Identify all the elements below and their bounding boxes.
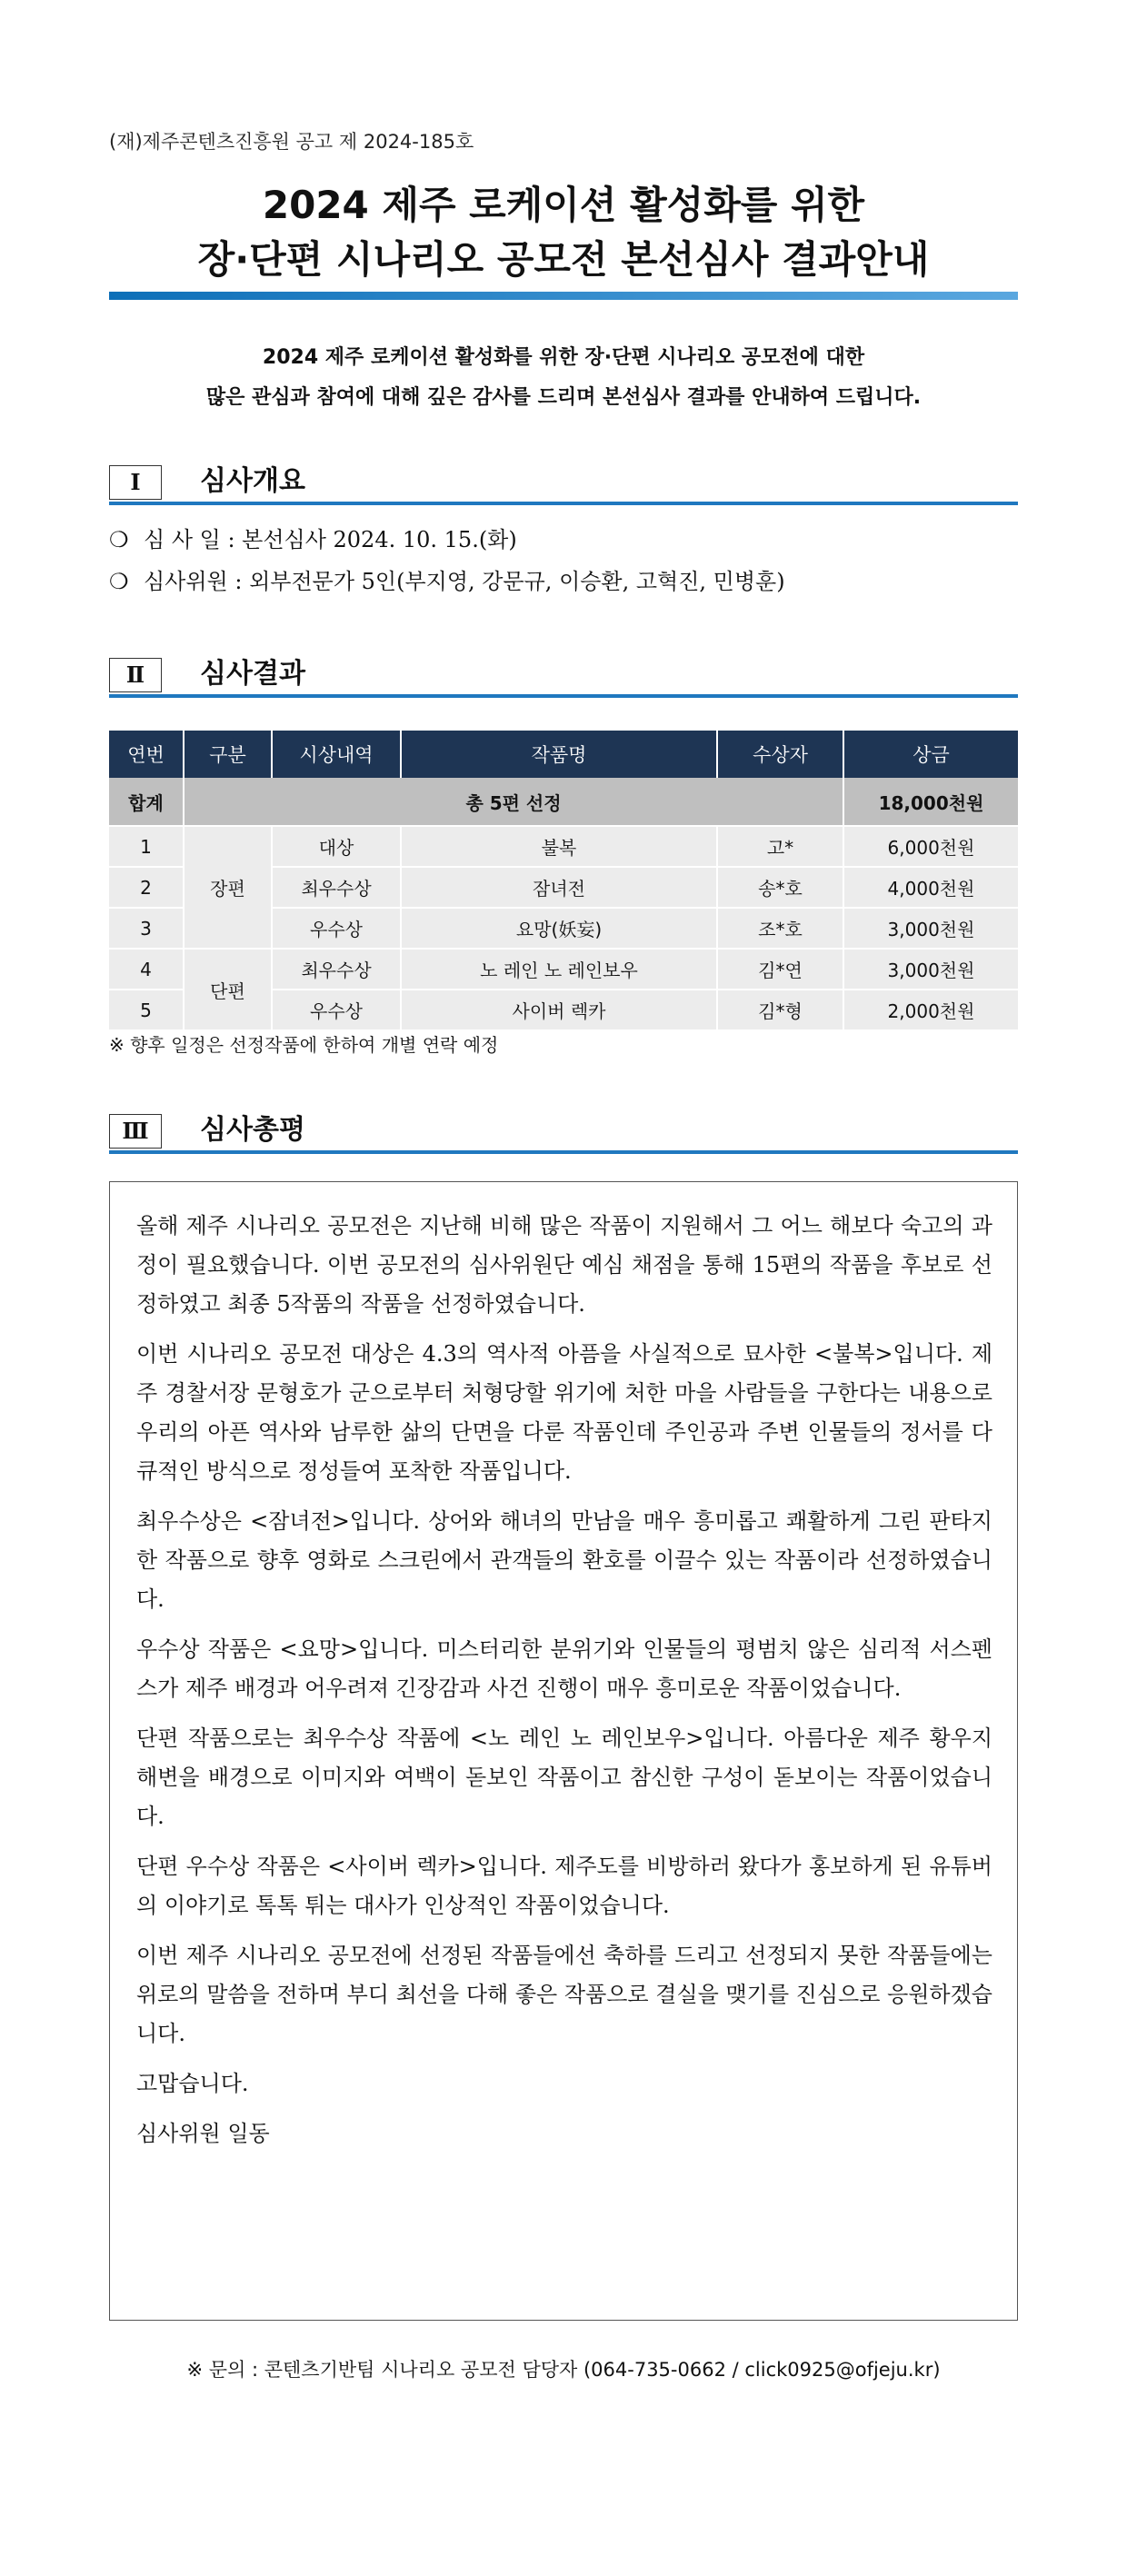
review-text: [136, 1207, 992, 2164]
row-winner: 고*: [717, 826, 843, 867]
row-no: 5: [109, 990, 184, 1030]
row-winner: 조*호: [717, 908, 843, 949]
header-work: 작품명: [401, 731, 717, 778]
row-no: 4: [109, 949, 184, 990]
section-2-header: [109, 654, 1018, 698]
header-prize: 상금: [843, 731, 1018, 778]
row-prize: 3,000천원: [843, 949, 1018, 990]
review-judges-item: [109, 563, 785, 600]
row-work: 요망(妖妄): [401, 908, 717, 949]
row-prize: 2,000천원: [843, 990, 1018, 1030]
total-summary: 총 5편 선정: [184, 778, 843, 826]
total-label: 합계: [109, 778, 184, 826]
row-prize: 4,000천원: [843, 867, 1018, 908]
header-award: 시상내역: [272, 731, 401, 778]
row-award: 최우수상: [272, 867, 401, 908]
review-judges-text: 심사위원 : 외부전문가 5인(부지영, 강문규, 이승환, 고혁진, 민병훈): [144, 569, 785, 594]
circle-bullet-icon: ❍: [109, 569, 129, 594]
row-no: 2: [109, 867, 184, 908]
document-title: [0, 178, 1127, 287]
results-table: [109, 731, 1018, 1031]
row-work: 불복: [401, 826, 717, 867]
section-2-title: 심사결과: [200, 658, 305, 690]
section-3-title: 심사총평: [200, 1114, 305, 1146]
group-short: 단편: [184, 949, 272, 1030]
review-signature: 심사위원 일동: [136, 2121, 270, 2146]
title-line-2: 장·단편 시나리오 공모전 본선심사 결과안내: [197, 237, 930, 282]
header-no: 연번: [109, 731, 184, 778]
review-paragraph: 단편 작품으로는 최우수상 작품에 <노 레인 노 레인보우>입니다. 아름다운 제주 황우지 해변을 배경으로 이미지와 여백이 돋보인 작품이고 참신한 구성이 돋보이는 작품이었습니다.: [136, 1726, 992, 1829]
header-category: 구분: [184, 731, 272, 778]
row-prize: 6,000천원: [843, 826, 1018, 867]
intro-text: [0, 338, 1127, 418]
row-work: 잠녀전: [401, 867, 717, 908]
row-award: 대상: [272, 826, 401, 867]
section-1-rule: [109, 502, 1018, 505]
section-2-number: Ⅱ: [109, 658, 162, 692]
group-long: 장편: [184, 826, 272, 949]
review-paragraph: 최우수상은 <잠녀전>입니다. 상어와 해녀의 만남을 매우 흥미롭고 쾌활하게 그린 판타지한 작품으로 향후 영화로 스크린에서 관객들의 환호를 이끌수 있는 작품이라 선정하였습니다.: [136, 1508, 992, 1612]
table-row: [109, 949, 1018, 990]
review-thanks: 고맙습니다.: [136, 2071, 249, 2096]
section-1-title: 심사개요: [200, 465, 305, 497]
total-prize: 18,000천원: [843, 778, 1018, 826]
section-3-header: [109, 1110, 1018, 1154]
circle-bullet-icon: ❍: [109, 527, 129, 552]
row-winner: 김*형: [717, 990, 843, 1030]
contact-info: ※ 문의 : 콘텐츠기반팀 시나리오 공모전 담당자 (064-735-0662 / click0925@ofjeju.kr): [186, 2359, 941, 2381]
table-note: ※ 향후 일정은 선정작품에 한하여 개별 연락 예정: [109, 1034, 499, 1056]
row-no: 1: [109, 826, 184, 867]
section-3-number: Ⅲ: [109, 1114, 162, 1149]
review-paragraph: 단편 우수상 작품은 <사이버 렉카>입니다. 제주도를 비방하러 왔다가 홍보하게 된 유튜버의 이야기로 톡톡 튀는 대사가 인상적인 작품이었습니다.: [136, 1854, 992, 1918]
row-award: 우수상: [272, 990, 401, 1030]
review-paragraph: 우수상 작품은 <요망>입니다. 미스터리한 분위기와 인물들의 평범치 않은 심리적 서스펜스가 제주 배경과 어우려져 긴장감과 사건 진행이 매우 흥미로운 작품이었습니다.: [136, 1636, 992, 1701]
table-row: [109, 826, 1018, 867]
row-winner: 김*연: [717, 949, 843, 990]
intro-line-2: 많은 관심과 참여에 대해 깊은 감사를 드리며 본선심사 결과를 안내하여 드립니다.: [205, 386, 922, 409]
row-award: 최우수상: [272, 949, 401, 990]
row-no: 3: [109, 908, 184, 949]
section-1-number: Ⅰ: [109, 465, 162, 500]
section-1-header: [109, 462, 1018, 505]
row-prize: 3,000천원: [843, 908, 1018, 949]
row-winner: 송*호: [717, 867, 843, 908]
review-date-text: 심 사 일 : 본선심사 2024. 10. 15.(화): [144, 527, 517, 552]
header-winner: 수상자: [717, 731, 843, 778]
table-header-row: [109, 731, 1018, 778]
notice-number: (재)제주콘텐츠진흥원 공고 제 2024-185호: [109, 131, 474, 153]
row-work: 사이버 렉카: [401, 990, 717, 1030]
review-paragraph: 이번 제주 시나리오 공모전에 선정된 작품들에선 축하를 드리고 선정되지 못한 작품들에는 위로의 말씀을 전하며 부디 최선을 다해 좋은 작품으로 결실을 맺기를 진심으로 응원하겠습니다.: [136, 1943, 992, 2046]
title-underline-bar: [109, 292, 1018, 300]
section-3-rule: [109, 1150, 1018, 1154]
row-work: 노 레인 노 레인보우: [401, 949, 717, 990]
section-2-rule: [109, 694, 1018, 698]
review-paragraph: 이번 시나리오 공모전 대상은 4.3의 역사적 아픔을 사실적으로 묘사한 <불복>입니다. 제주 경찰서장 문형호가 군으로부터 처형당할 위기에 처한 마을 사람들을 구한다는 내용으로 우리의 아픈 역사와 남루한 삶의 단면을 다룬 작품인데 주인공과 주변 인물들의 정서를 다큐적인 방식으로 정성들여 포착한 작품입니다.: [136, 1341, 992, 1484]
review-date-item: [109, 522, 517, 558]
review-paragraph: 올해 제주 시나리오 공모전은 지난해 비해 많은 작품이 지원해서 그 어느 해보다 숙고의 과정이 필요했습니다. 이번 공모전의 심사위원단 예심 채점을 통해 15편의 작품을 후보로 선정하였고 최종 5작품의 작품을 선정하였습니다.: [136, 1213, 992, 1317]
title-line-1: 2024 제주 로케이션 활성화를 위한: [262, 183, 865, 227]
intro-line-1: 2024 제주 로케이션 활성화를 위한 장·단편 시나리오 공모전에 대한: [262, 346, 865, 369]
row-award: 우수상: [272, 908, 401, 949]
total-row: [109, 778, 1018, 826]
